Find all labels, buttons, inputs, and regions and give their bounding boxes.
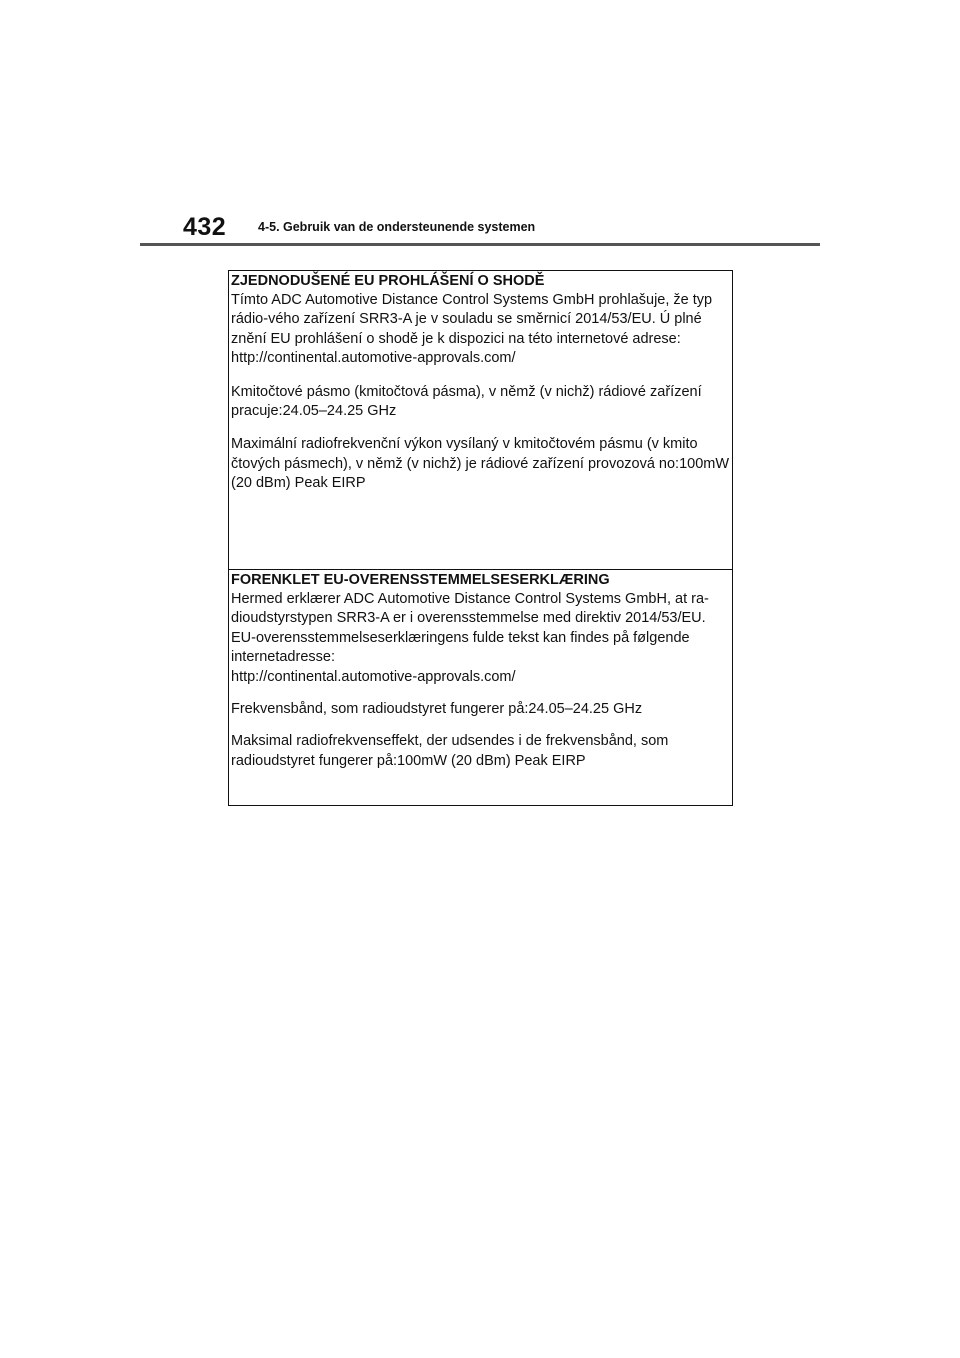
danish-declaration-text: Hermed erklærer ADC Automotive Distance Control Systems GmbH, at ra-dioudstyrstypen SRR3-A er i overensstemmelse med direktiv 2014/53/EU. EU-overensstemmelseserklæringens fulde tekst kan findes på følgende internetadresse: — [231, 591, 709, 666]
section-title: 4-5. Gebruik van de ondersteunende systemen — [258, 220, 536, 234]
czech-declaration-section — [229, 271, 732, 569]
czech-heading: ZJEDNODUŠENÉ EU PROHLÁŠENÍ O SHODĚ — [231, 273, 545, 289]
czech-frequency-text: Kmitočtové pásmo (kmitočtová pásma), v němž (v nichž) rádiové zařízení pracuje:24.05–24.25 GHz — [231, 383, 702, 420]
czech-url: http://continental.automotive-approvals.com/ — [231, 350, 516, 367]
page-number: 432 — [183, 213, 227, 241]
danish-power-text: Maksimal radiofrekvenseffekt, der udsendes i de frekvensbånd, som radioudstyret fungerer på:100mW (20 dBm) Peak EIRP — [231, 733, 669, 769]
danish-frequency-text: Frekvensbånd, som radioudstyret fungerer på:24.05–24.25 GHz — [231, 701, 643, 718]
danish-heading: FORENKLET EU-OVERENSSTEMMELSESERKLÆRING — [231, 572, 610, 588]
czech-declaration-text: Tímto ADC Automotive Distance Control Systems GmbH prohlašuje, že typ rádio-vého zařízení SRR3-A je v souladu se směrnicí 2014/53/EU. Ú plné znění EU prohlášení o shodě je k dispozici na této internetové adrese: — [231, 292, 713, 347]
header-divider — [140, 243, 820, 246]
danish-url: http://continental.automotive-approvals.com/ — [231, 668, 516, 685]
czech-power-text: Maximální radiofrekvenční výkon vysílaný v kmitočtovém pásmu (v kmito čtových pásmech), v němž (v nichž) je rádiové zařízení provozová no:100mW (20 dBm) Peak EIRP — [231, 436, 730, 492]
danish-declaration-section — [229, 569, 732, 805]
declaration-box — [228, 270, 733, 806]
